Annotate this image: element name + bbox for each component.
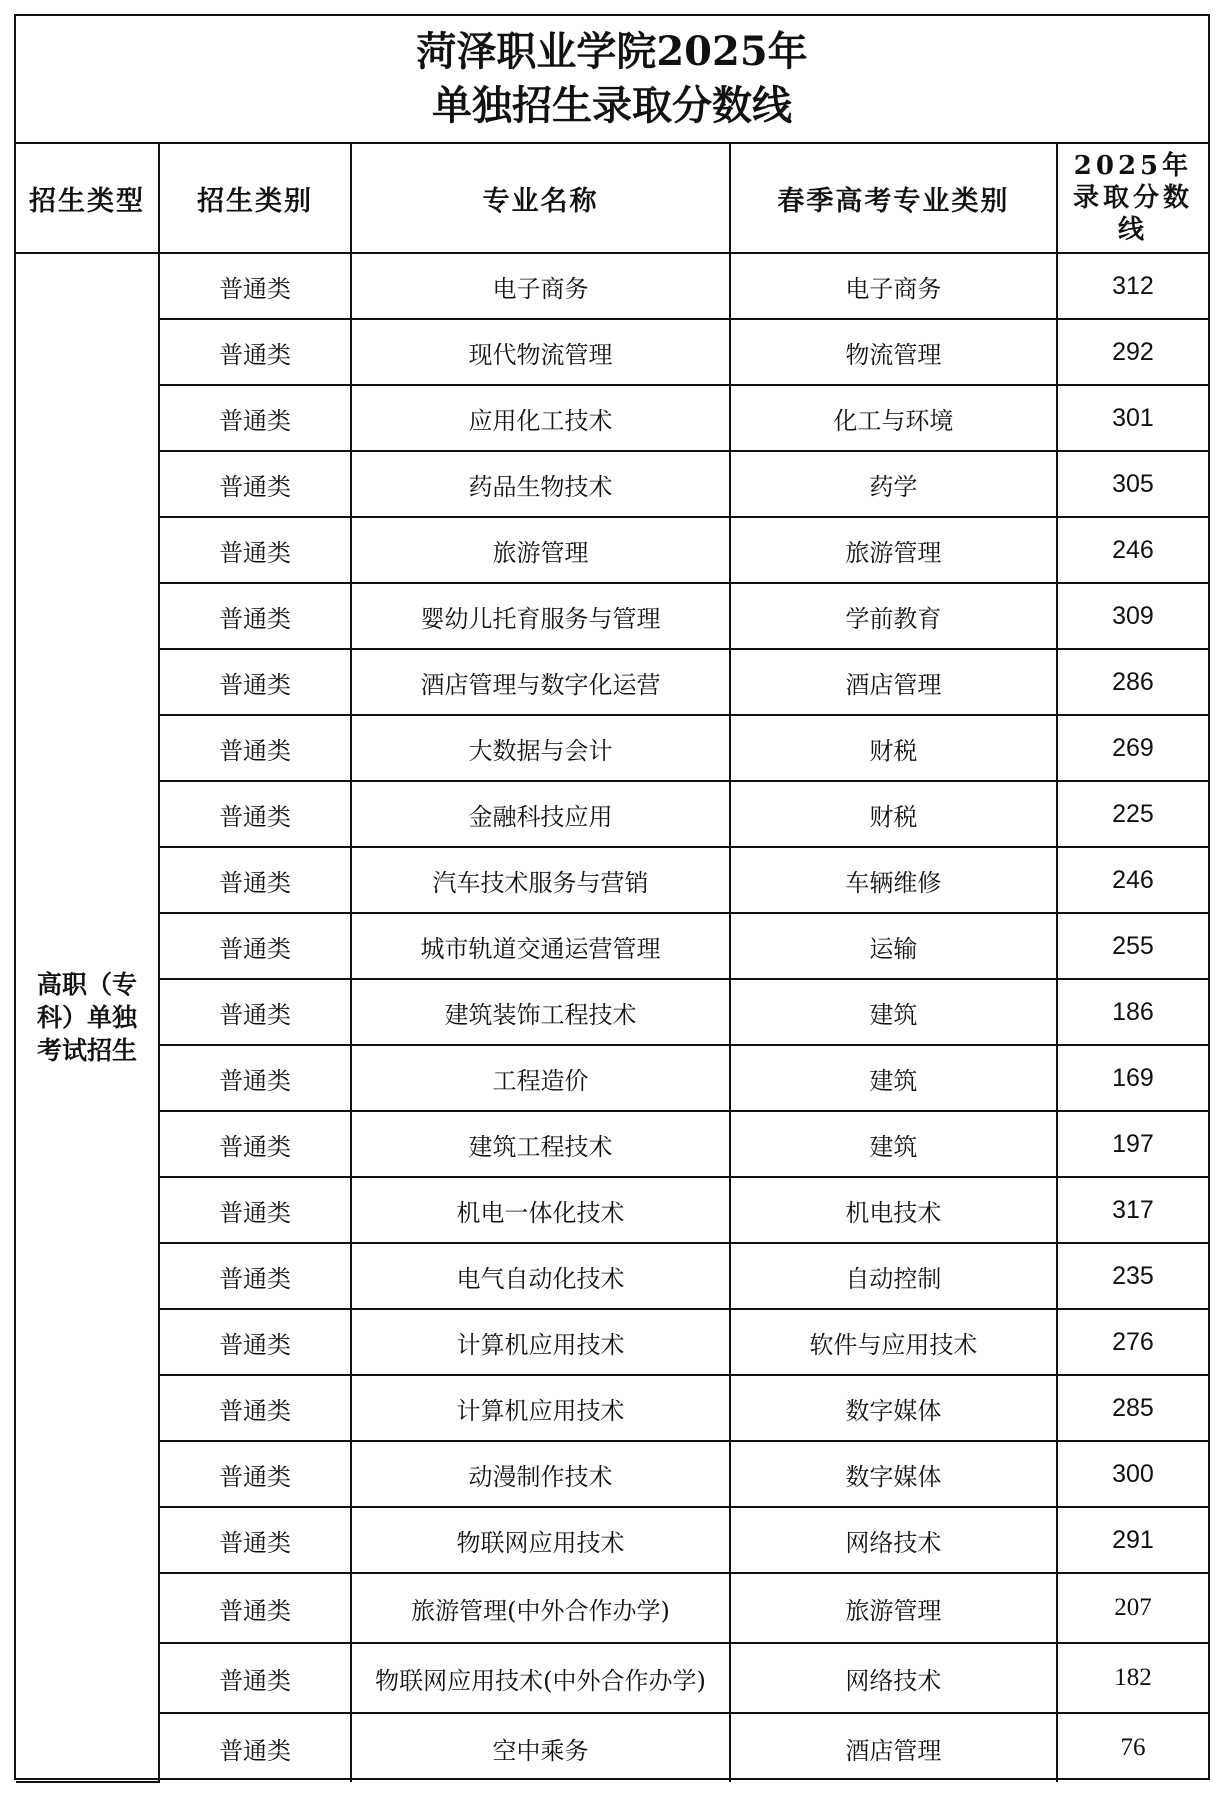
spring-category-cell: 财税 [730,781,1057,847]
category-cell: 普通类 [159,1573,351,1643]
score-cell: 291 [1057,1507,1208,1573]
major-name-cell: 药品生物技术 [351,451,730,517]
title-line-1: 菏泽职业学院2025年 [416,28,808,75]
spring-category-cell: 数字媒体 [730,1441,1057,1507]
score-cell: 276 [1057,1309,1208,1375]
spring-category-cell: 财税 [730,715,1057,781]
spring-category-cell: 建筑 [730,1111,1057,1177]
table-row [16,1573,1208,1643]
category-cell: 普通类 [159,1243,351,1309]
score-cell: 246 [1057,847,1208,913]
spring-category-cell: 旅游管理 [730,517,1057,583]
spring-category-cell: 网络技术 [730,1643,1057,1713]
score-cell: 235 [1057,1243,1208,1309]
score-cell: 169 [1057,1045,1208,1111]
title-line-2: 单独招生录取分数线 [432,82,792,129]
score-cell: 286 [1057,649,1208,715]
category-cell: 普通类 [159,913,351,979]
category-cell: 普通类 [159,781,351,847]
table-row [16,1177,1208,1243]
score-cell: 225 [1057,781,1208,847]
score-table [16,144,1208,1783]
score-cell: 301 [1057,385,1208,451]
score-cell: 317 [1057,1177,1208,1243]
category-cell: 普通类 [159,1713,351,1782]
score-cell: 305 [1057,451,1208,517]
major-name-cell: 物联网应用技术(中外合作办学) [351,1643,730,1713]
table-row [16,385,1208,451]
major-name-cell: 电子商务 [351,253,730,319]
table-row [16,1441,1208,1507]
table-row [16,649,1208,715]
admission-score-sheet [14,14,1210,1780]
header-enrollment-category: 招生类别 [159,144,351,253]
major-name-cell: 旅游管理 [351,517,730,583]
score-cell: 182 [1057,1643,1208,1713]
major-name-cell: 计算机应用技术 [351,1309,730,1375]
major-name-cell: 建筑装饰工程技术 [351,979,730,1045]
score-cell: 207 [1057,1573,1208,1643]
table-row [16,1045,1208,1111]
major-name-cell: 电气自动化技术 [351,1243,730,1309]
category-cell: 普通类 [159,1045,351,1111]
category-cell: 普通类 [159,1441,351,1507]
table-row [16,517,1208,583]
header-spring-category: 春季高考专业类别 [730,144,1057,253]
table-row [16,451,1208,517]
score-cell: 309 [1057,583,1208,649]
category-cell: 普通类 [159,847,351,913]
spring-category-cell: 软件与应用技术 [730,1309,1057,1375]
score-cell: 255 [1057,913,1208,979]
table-row [16,1309,1208,1375]
major-name-cell: 物联网应用技术 [351,1507,730,1573]
table-row [16,583,1208,649]
enrollment-type-cell: 高职（专科）单独考试招生 [16,253,159,1782]
table-row [16,1243,1208,1309]
table-row [16,1507,1208,1573]
table-row [16,319,1208,385]
table-row [16,781,1208,847]
category-cell: 普通类 [159,319,351,385]
header-score [1057,144,1208,253]
header-major-name: 专业名称 [351,144,730,253]
header-score-line-2: 录取分数 [1072,183,1193,213]
header-score-line-3: 线 [1117,215,1148,245]
header-row [16,144,1208,253]
score-cell: 312 [1057,253,1208,319]
spring-category-cell: 自动控制 [730,1243,1057,1309]
spring-category-cell: 物流管理 [730,319,1057,385]
major-name-cell: 婴幼儿托育服务与管理 [351,583,730,649]
category-cell: 普通类 [159,517,351,583]
major-name-cell: 大数据与会计 [351,715,730,781]
score-cell: 246 [1057,517,1208,583]
spring-category-cell: 酒店管理 [730,649,1057,715]
header-score-line-1: 2025年 [1073,151,1193,181]
table-row [16,1375,1208,1441]
score-cell: 76 [1057,1713,1208,1782]
spring-category-cell: 网络技术 [730,1507,1057,1573]
category-cell: 普通类 [159,1111,351,1177]
spring-category-cell: 建筑 [730,979,1057,1045]
major-name-cell: 工程造价 [351,1045,730,1111]
table-row [16,1111,1208,1177]
major-name-cell: 建筑工程技术 [351,1111,730,1177]
category-cell: 普通类 [159,649,351,715]
spring-category-cell: 机电技术 [730,1177,1057,1243]
score-cell: 269 [1057,715,1208,781]
spring-category-cell: 旅游管理 [730,1573,1057,1643]
major-name-cell: 机电一体化技术 [351,1177,730,1243]
major-name-cell: 城市轨道交通运营管理 [351,913,730,979]
table-row [16,847,1208,913]
spring-category-cell: 数字媒体 [730,1375,1057,1441]
table-row [16,913,1208,979]
category-cell: 普通类 [159,979,351,1045]
spring-category-cell: 药学 [730,451,1057,517]
category-cell: 普通类 [159,1507,351,1573]
major-name-cell: 汽车技术服务与营销 [351,847,730,913]
category-cell: 普通类 [159,451,351,517]
spring-category-cell: 运输 [730,913,1057,979]
score-cell: 285 [1057,1375,1208,1441]
major-name-cell: 动漫制作技术 [351,1441,730,1507]
category-cell: 普通类 [159,1643,351,1713]
table-row [16,979,1208,1045]
major-name-cell: 金融科技应用 [351,781,730,847]
score-cell: 292 [1057,319,1208,385]
table-row [16,1643,1208,1713]
category-cell: 普通类 [159,1375,351,1441]
major-name-cell: 应用化工技术 [351,385,730,451]
header-enrollment-type: 招生类型 [16,144,159,253]
major-name-cell: 现代物流管理 [351,319,730,385]
major-name-cell: 计算机应用技术 [351,1375,730,1441]
category-cell: 普通类 [159,1177,351,1243]
score-cell: 197 [1057,1111,1208,1177]
score-cell: 186 [1057,979,1208,1045]
category-cell: 普通类 [159,583,351,649]
table-row [16,1713,1208,1782]
category-cell: 普通类 [159,1309,351,1375]
spring-category-cell: 酒店管理 [730,1713,1057,1782]
spring-category-cell: 化工与环境 [730,385,1057,451]
category-cell: 普通类 [159,385,351,451]
spring-category-cell: 建筑 [730,1045,1057,1111]
category-cell: 普通类 [159,253,351,319]
major-name-cell: 空中乘务 [351,1713,730,1782]
sheet-title [16,16,1208,144]
spring-category-cell: 车辆维修 [730,847,1057,913]
spring-category-cell: 电子商务 [730,253,1057,319]
major-name-cell: 酒店管理与数字化运营 [351,649,730,715]
spring-category-cell: 学前教育 [730,583,1057,649]
score-cell: 300 [1057,1441,1208,1507]
category-cell: 普通类 [159,715,351,781]
major-name-cell: 旅游管理(中外合作办学) [351,1573,730,1643]
score-table-body [16,253,1208,1782]
table-row [16,253,1208,319]
table-row [16,715,1208,781]
